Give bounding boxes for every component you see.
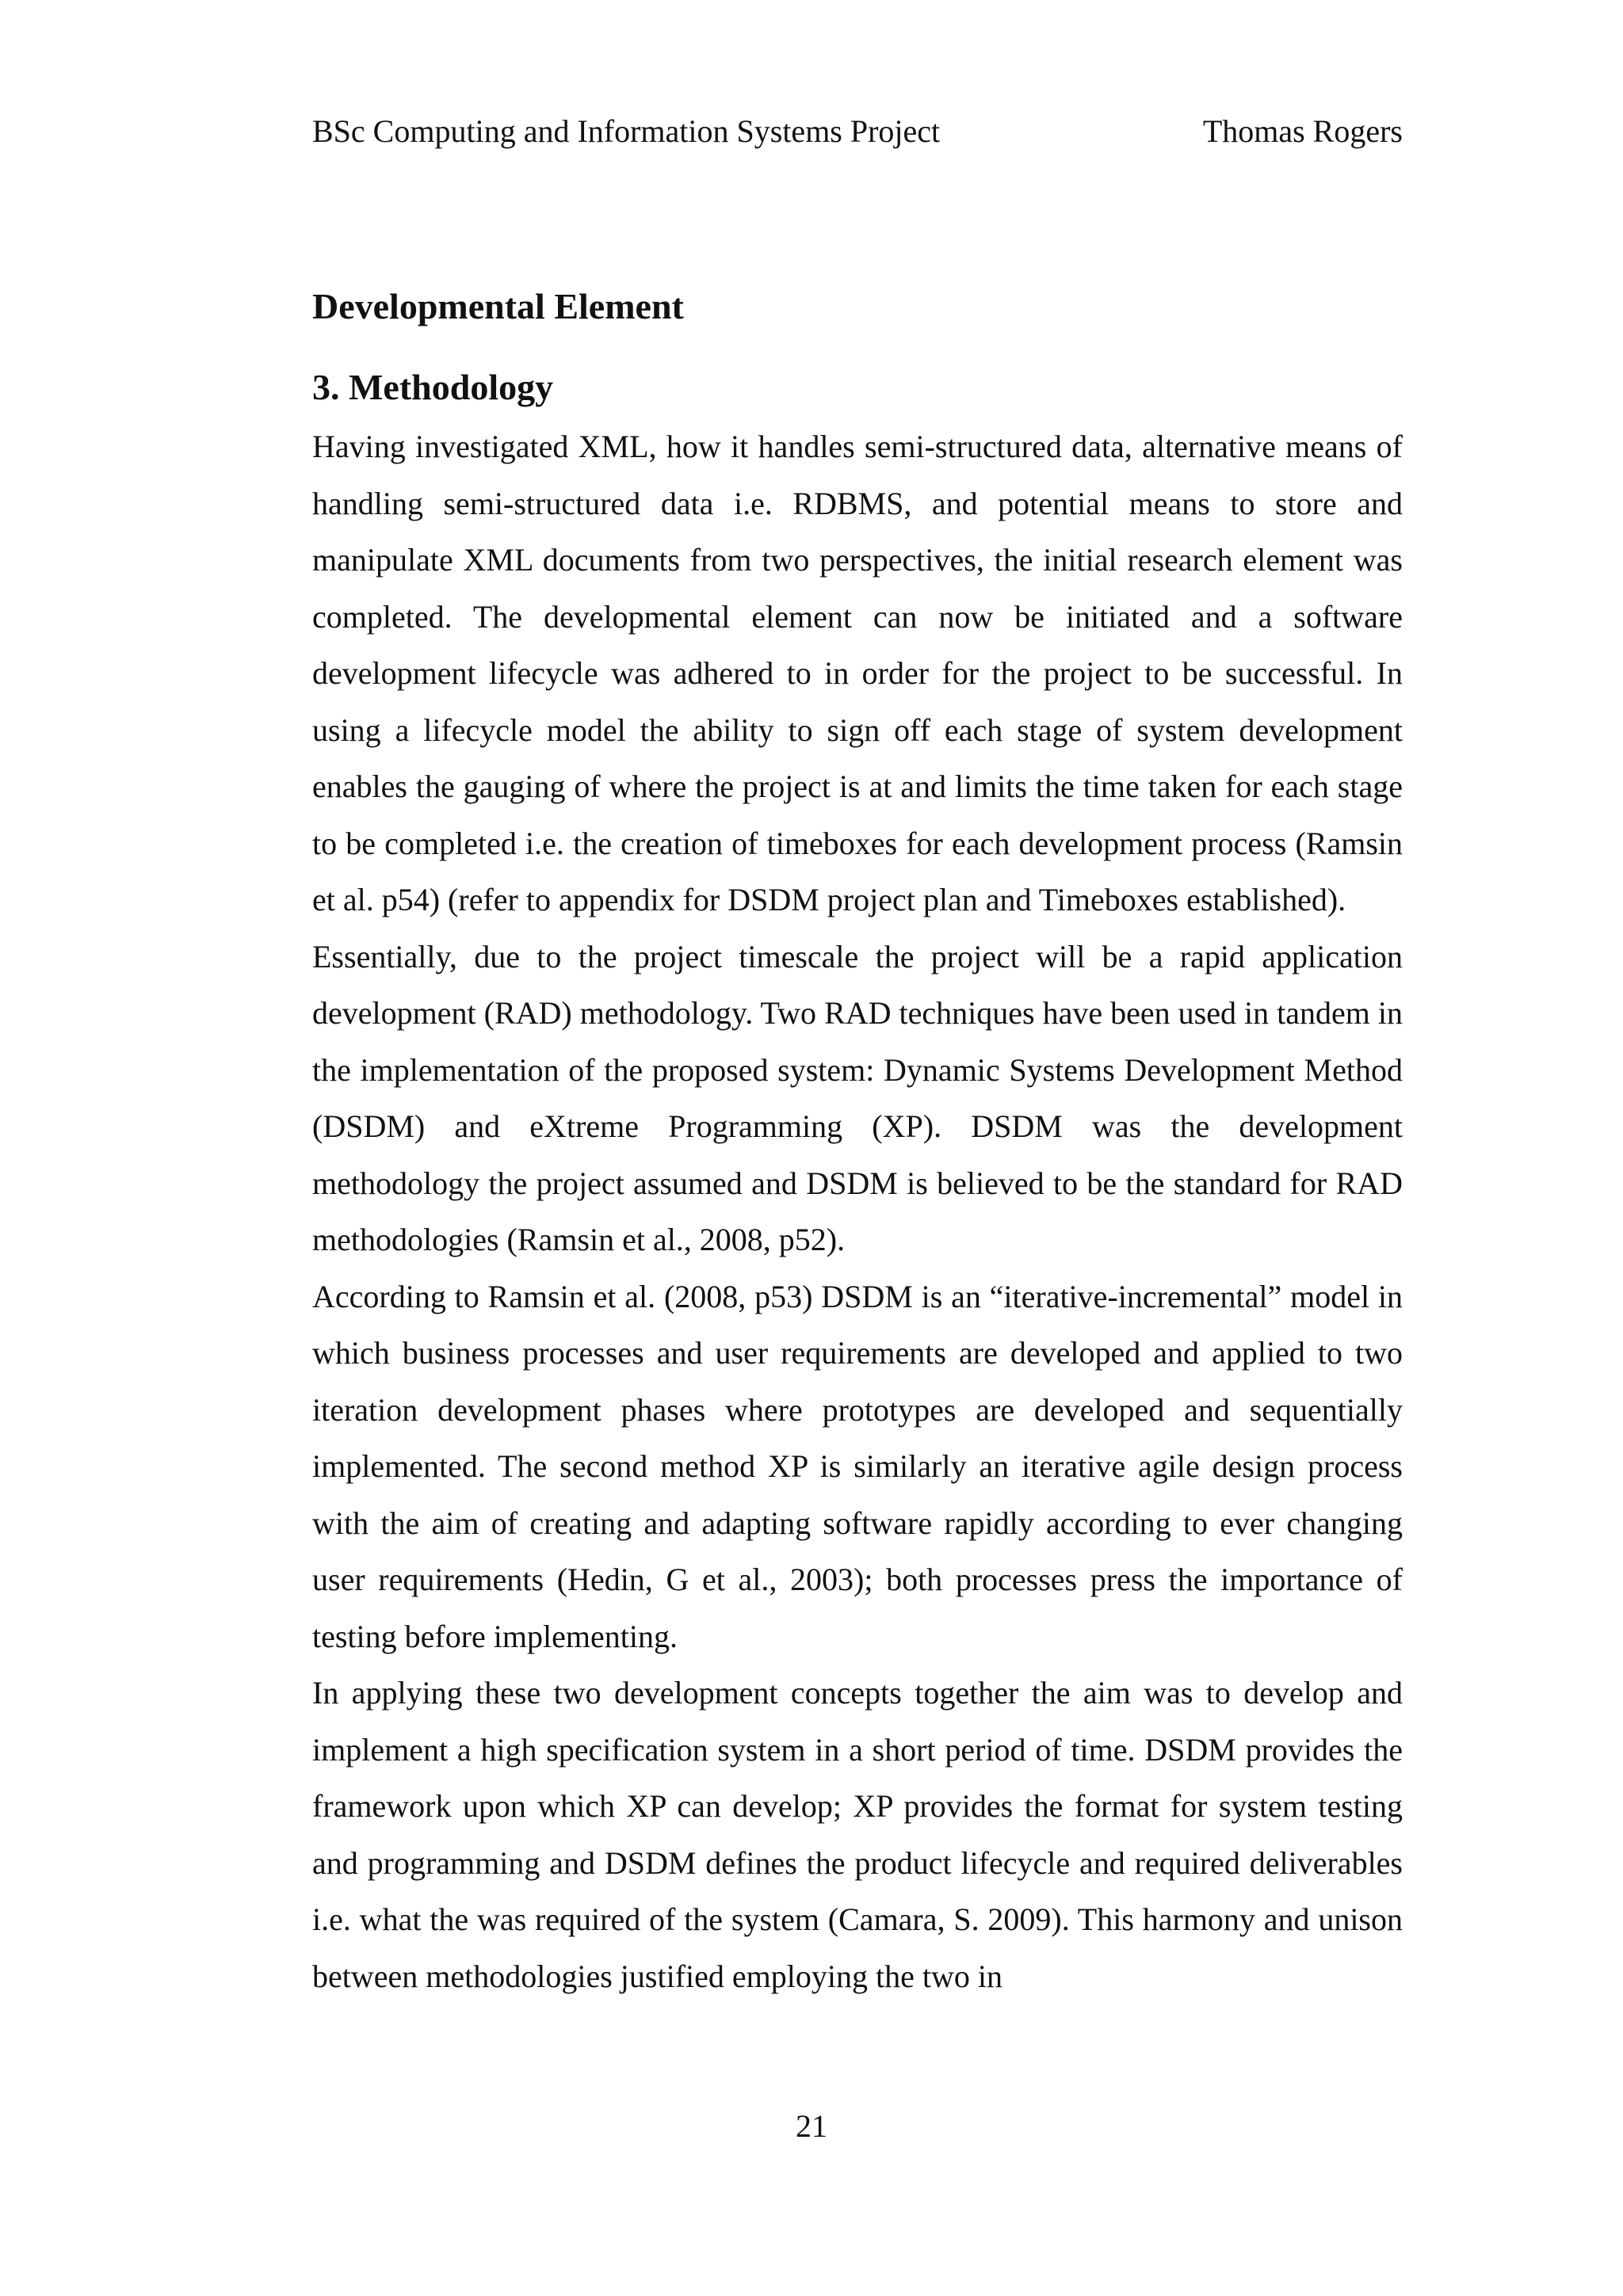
running-header <box>312 111 1403 152</box>
section-title: Developmental Element <box>312 286 684 326</box>
header-author-name: Thomas Rogers <box>1202 113 1403 149</box>
subsection-title: 3. Methodology <box>312 367 554 407</box>
paragraph-4: In applying these two development concepts together the aim was to develop and implement a high specification system in a short period of time. DSDM provides the framework upon which XP can develop; XP provides the format for system testing and programming and DSDM defines the product lifecycle and required deliverables i.e. what the was required of the system (Camara, S. 2009). This harmony and unison between methodologies justified employing the two in <box>312 1675 1403 1994</box>
header-project-title: BSc Computing and Information Systems Project <box>312 113 941 149</box>
paragraph-3: According to Ramsin et al. (2008, p53) DSDM is an “iterative-incremental” model in which business processes and user requirements are developed and applied to two iteration development phases where prototypes are developed and sequentially implemented. The second method XP is similarly an iterative agile design process with the aim of creating and adapting software rapidly according to ever changing user requirements (Hedin, G et al., 2003); both processes press the importance of testing before implementing. <box>312 1278 1403 1654</box>
page-number: 21 <box>796 2108 827 2144</box>
paragraph-2: Essentially, due to the project timescale the project will be a rapid application development (RAD) methodology. Two RAD techniques have been used in tandem in the implementation of the proposed system: Dynamic Systems Development Method (DSDM) and eXtreme Programming (XP). DSDM was the development methodology the project assumed and DSDM is believed to be the standard for RAD methodologies (Ramsin et al., 2008, p52). <box>312 938 1403 1257</box>
paragraph-1: Having investigated XML, how it handles semi-structured data, alternative means of handling semi-structured data i.e. RDBMS, and potential means to store and manipulate XML documents from two perspectives, the initial research element was completed. The developmental element can now be initiated and a software development lifecycle was adhered to in order for the project to be successful. In using a lifecycle model the ability to sign off each stage of system development enables the gauging of where the project is at and limits the time taken for each stage to be completed i.e. the creation of timeboxes for each development process (Ramsin et al. p54) (refer to appendix for DSDM project plan and Timeboxes established). <box>312 429 1403 917</box>
page-body <box>312 279 1403 2004</box>
